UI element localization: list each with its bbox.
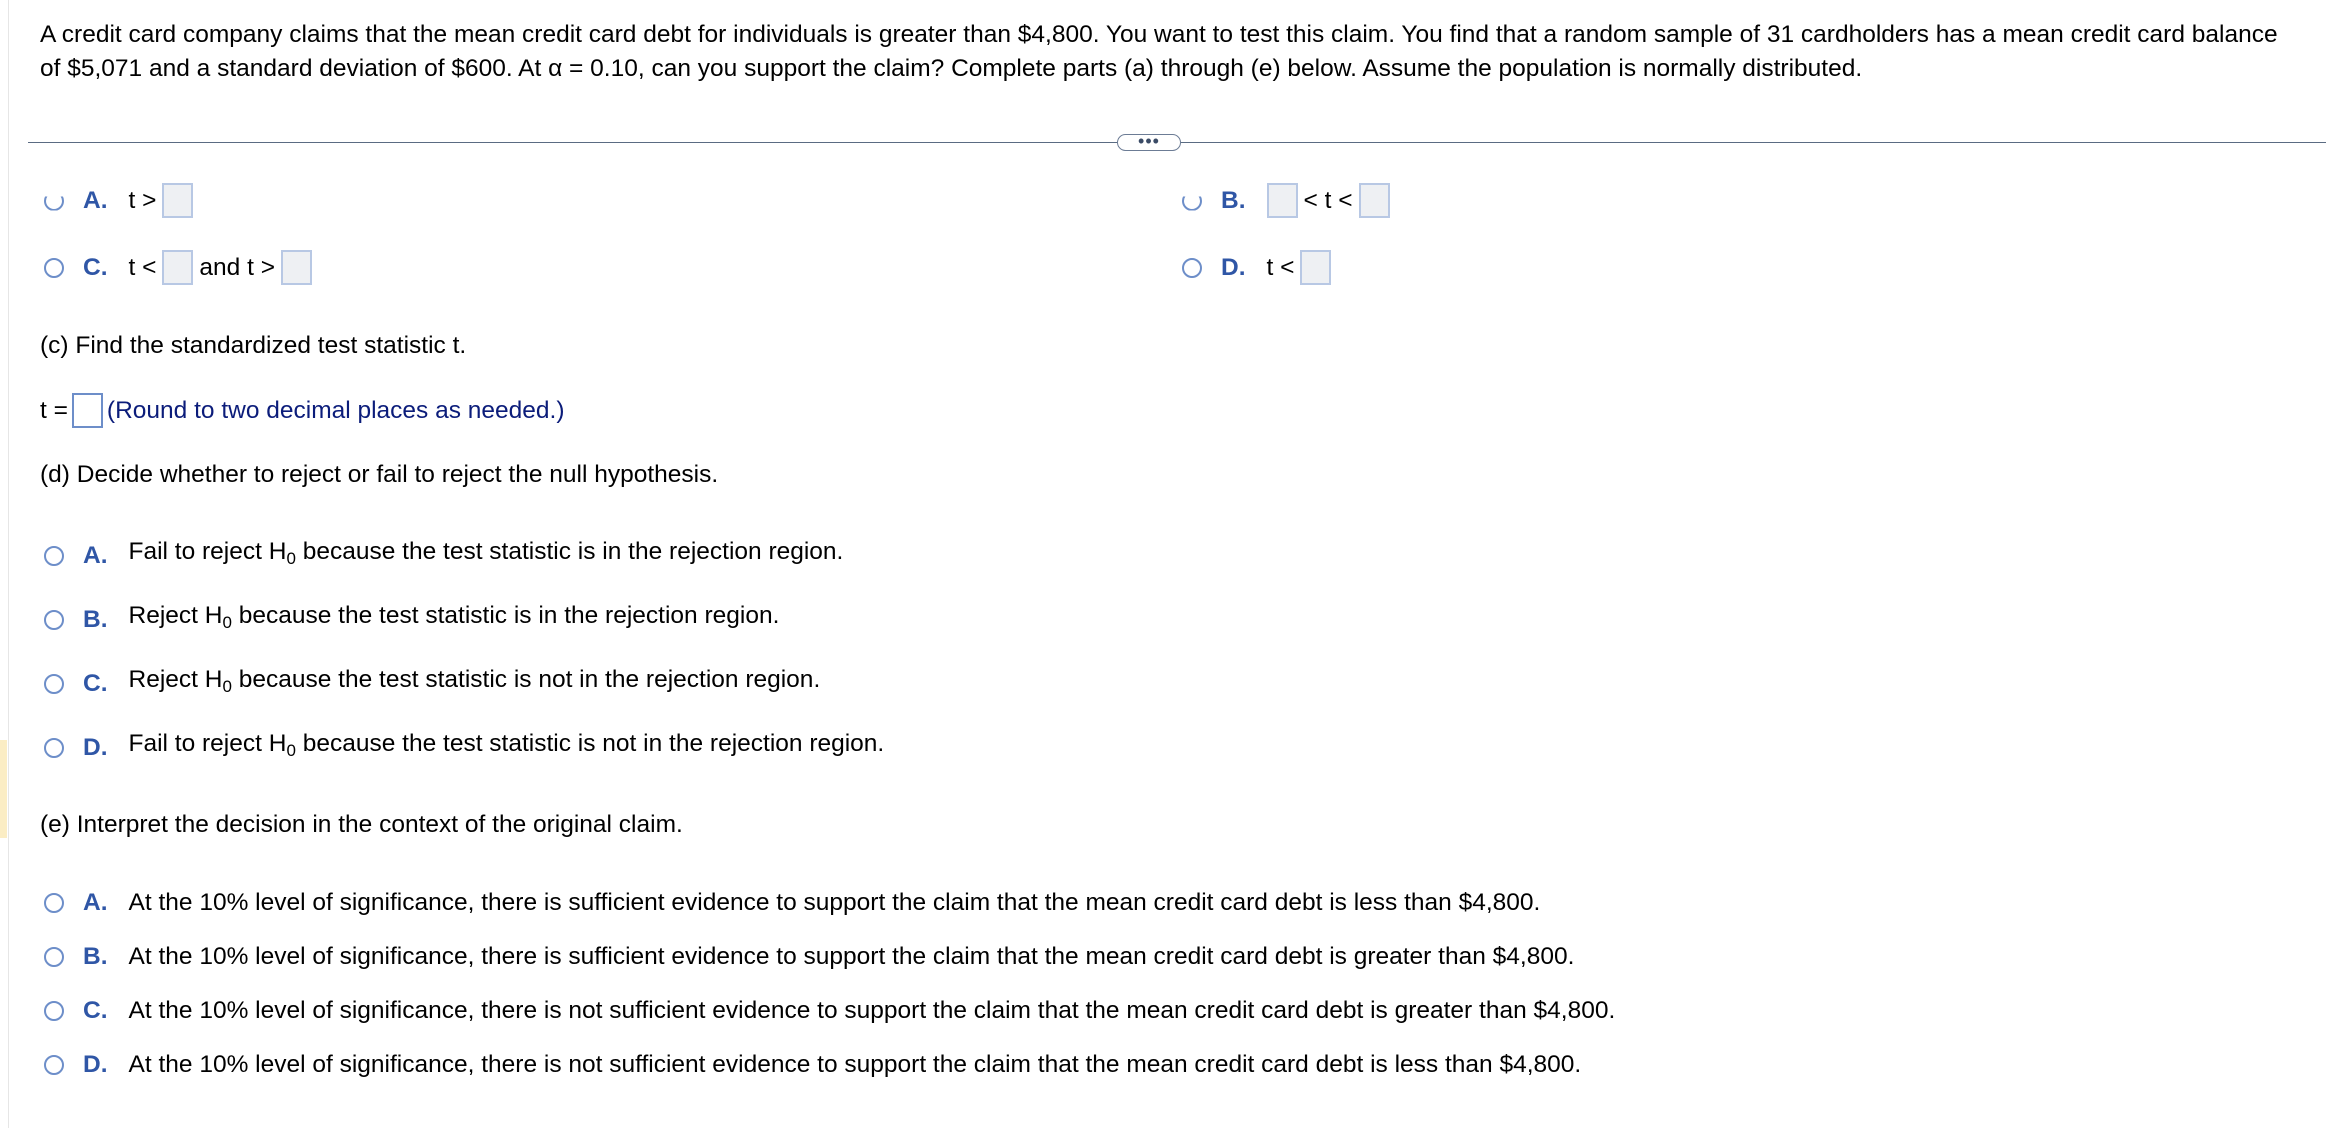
radio-button[interactable] <box>44 258 64 278</box>
operator-text: and t > <box>199 253 276 281</box>
option-letter: D. <box>1221 253 1246 281</box>
left-edge-bar <box>0 0 9 1128</box>
part-d-prompt: (d) Decide whether to reject or fail to reject the null hypothesis. <box>40 461 719 488</box>
option-letter: C. <box>83 669 108 697</box>
option-text: At the 10% level of significance, there is sufficient evidence to support the claim that the mean credit card debt is less than $4,800. <box>128 889 1541 916</box>
operator-text: t < <box>128 253 157 281</box>
critical-value-input[interactable] <box>1300 250 1331 285</box>
radio-button[interactable] <box>44 738 64 758</box>
radio-button[interactable] <box>44 610 64 630</box>
radio-button[interactable] <box>44 674 64 694</box>
option-letter: B. <box>83 943 108 970</box>
option-letter: A. <box>83 186 108 214</box>
decision-option-b[interactable] <box>44 601 779 638</box>
option-letter: A. <box>83 889 108 916</box>
option-text: Reject $H_0$ because the test statistic is in the rejection region. <box>128 602 780 632</box>
expand-more-button[interactable]: ••• <box>1117 134 1181 151</box>
option-text: At the 10% level of significance, there is not sufficient evidence to support the claim that the mean credit card debt is greater than $4,800. <box>128 997 1616 1024</box>
decision-option-d[interactable] <box>44 729 884 766</box>
decision-option-a[interactable] <box>44 537 843 574</box>
operator-text: t > <box>128 186 157 214</box>
radio-button[interactable] <box>1182 191 1202 211</box>
option-text: Reject $H_0$ because the test statistic is not in the rejection region. <box>128 666 821 696</box>
option-text: At the 10% level of significance, there is not sufficient evidence to support the claim that the mean credit card debt is less than $4,800. <box>128 1051 1582 1078</box>
t-statistic-input[interactable] <box>72 393 103 428</box>
option-letter: B. <box>83 605 108 633</box>
decision-option-c[interactable] <box>44 665 820 702</box>
interpretation-option-c[interactable] <box>44 996 1615 1026</box>
part-e-prompt: (e) Interpret the decision in the context of the original claim. <box>40 811 683 838</box>
operator-text: < t < <box>1303 186 1353 214</box>
radio-button[interactable] <box>1182 258 1202 278</box>
critical-value-input[interactable] <box>162 183 193 218</box>
rejection-option-c[interactable] <box>44 250 318 285</box>
left-edge-marker <box>0 740 7 838</box>
interpretation-option-a[interactable] <box>44 888 1540 918</box>
t-statistic-row <box>40 393 565 428</box>
option-letter: C. <box>83 997 108 1024</box>
radio-button[interactable] <box>44 1001 64 1021</box>
lower-critical-value-input[interactable] <box>162 250 193 285</box>
rejection-option-d[interactable] <box>1182 250 1337 285</box>
radio-button[interactable] <box>44 947 64 967</box>
operator-text: t < <box>1266 253 1295 281</box>
option-letter: C. <box>83 253 108 281</box>
upper-critical-value-input[interactable] <box>281 250 312 285</box>
option-text: Fail to reject $H_0$ because the test statistic is in the rejection region. <box>128 538 844 568</box>
lower-critical-value-input[interactable] <box>1267 183 1298 218</box>
interpretation-option-d[interactable] <box>44 1050 1581 1080</box>
part-c-prompt: (c) Find the standardized test statistic t. <box>40 332 467 359</box>
option-letter: D. <box>83 733 108 761</box>
option-text: Fail to reject $H_0$ because the test statistic is not in the rejection region. <box>128 730 885 760</box>
radio-button[interactable] <box>44 191 64 211</box>
option-letter: B. <box>1221 186 1246 214</box>
rejection-option-a[interactable] <box>44 183 199 218</box>
upper-critical-value-input[interactable] <box>1359 183 1390 218</box>
radio-button[interactable] <box>44 893 64 913</box>
option-letter: D. <box>83 1051 108 1078</box>
radio-button[interactable] <box>44 546 64 566</box>
t-label: t = <box>40 396 68 424</box>
question-text: A credit card company claims that the mean credit card debt for individuals is greater than $4,800. You want to test this claim. You find that a random sample of 31 cardholders has a mean credit card balance of $5,071 and a standard deviation of $600. At α = 0.10, can you support the claim? Complete parts (a) through (e) below. Assume the population is normally distributed. <box>40 21 2278 82</box>
interpretation-option-b[interactable] <box>44 942 1574 972</box>
option-text: At the 10% level of significance, there is sufficient evidence to support the claim that the mean credit card debt is greater than $4,800. <box>128 943 1575 970</box>
rounding-hint: (Round to two decimal places as needed.) <box>106 396 565 424</box>
rejection-option-b[interactable] <box>1182 183 1390 218</box>
option-letter: A. <box>83 541 108 569</box>
radio-button[interactable] <box>44 1055 64 1075</box>
